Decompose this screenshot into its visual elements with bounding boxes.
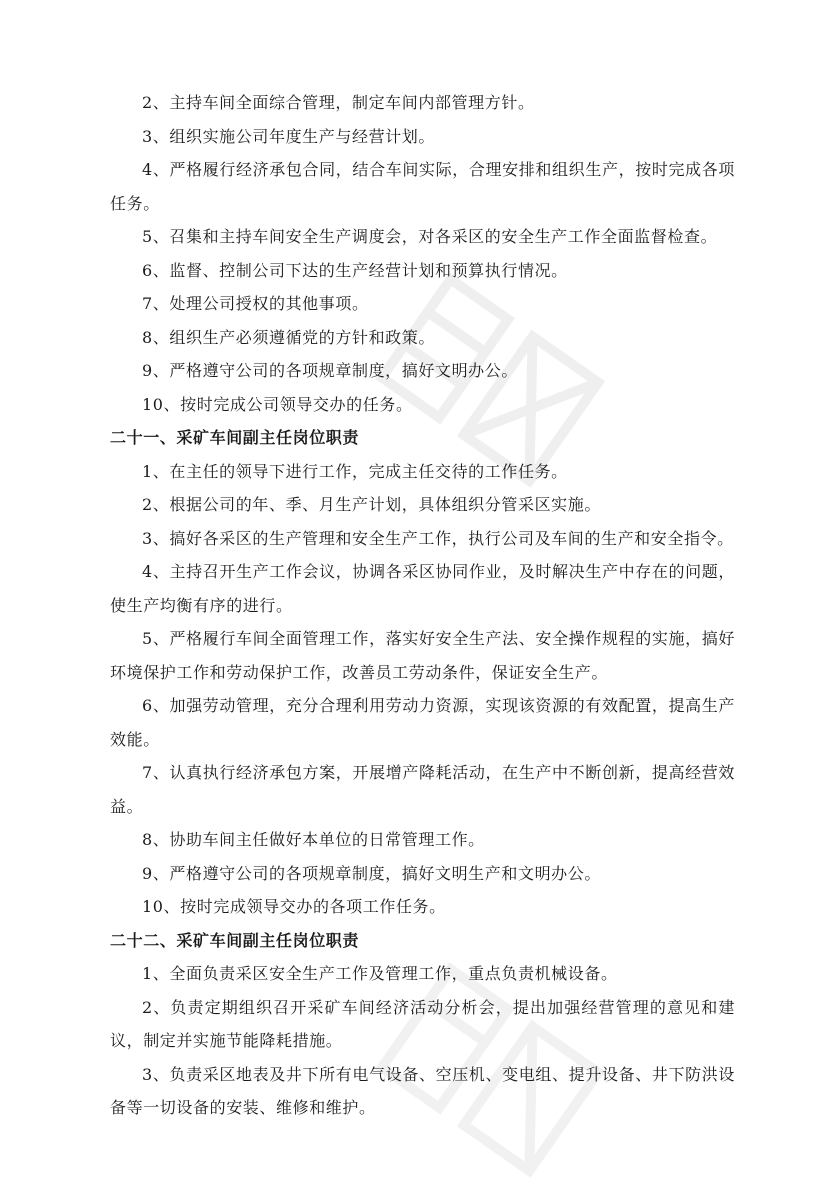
duty-item: 2、主持车间全面综合管理，制定车间内部管理方针。 xyxy=(142,93,535,112)
duty-item: 4、严格履行经济承包合同，结合车间实际，合理安排和组织生产，按时完成各项任务。 xyxy=(110,160,735,213)
section-heading: 二十一、采矿车间副主任岗位职责 xyxy=(110,428,360,447)
duty-item: 1、全面负责采区安全生产工作及管理工作，重点负责机械设备。 xyxy=(142,964,618,983)
duty-item: 9、严格遵守公司的各项规章制度，搞好文明办公。 xyxy=(142,361,518,380)
duty-item: 3、组织实施公司年度生产与经营计划。 xyxy=(142,126,435,146)
duty-item: 10、按时完成公司领导交办的任务。 xyxy=(142,394,413,414)
duty-item: 6、监督、控制公司下达的生产经营计划和预算执行情况。 xyxy=(142,260,568,280)
duty-item: 1、在主任的领导下进行工作，完成主任交待的工作任务。 xyxy=(142,461,568,481)
duty-item: 3、负责采区地表及井下所有电气设备、空压机、变电组、提升设备、井下防洪设备等一切设备的安装、维修和维护。 xyxy=(110,1064,735,1117)
duty-item: 8、协助车间主任做好本单位的日常管理工作。 xyxy=(142,830,485,849)
duty-item: 9、严格遵守公司的各项规章制度，搞好文明生产和文明办公。 xyxy=(142,863,601,883)
duty-item: 3、搞好各采区的生产管理和安全生产工作，执行公司及车间的生产和安全指令。 xyxy=(142,528,734,548)
document-body xyxy=(110,86,735,1125)
duty-item: 10、按时完成领导交办的各项工作任务。 xyxy=(142,897,446,916)
section-heading: 二十二、采矿车间副主任岗位职责 xyxy=(110,930,360,950)
duty-item: 5、召集和主持车间安全生产调度会，对各采区的安全生产工作全面监督检查。 xyxy=(142,227,718,246)
duty-item: 4、主持召开生产工作会议，协调各采区协同作业，及时解决生产中存在的问题，使生产均衡有序的进行。 xyxy=(110,562,735,615)
duty-item: 2、负责定期组织召开采矿车间经济活动分析会，提出加强经营管理的意见和建议，制定并实施节能降耗措施。 xyxy=(110,997,735,1050)
duty-item: 7、处理公司授权的其他事项。 xyxy=(142,294,369,313)
duty-item: 6、加强劳动管理，充分合理利用劳动力资源，实现该资源的有效配置，提高生产效能。 xyxy=(110,696,735,749)
duty-item: 8、组织生产必须遵循党的方针和政策。 xyxy=(142,327,435,347)
duty-item: 7、认真执行经济承包方案，开展增产降耗活动，在生产中不断创新，提高经营效益。 xyxy=(110,763,735,816)
duty-item: 5、严格履行车间全面管理工作，落实好安全生产法、安全操作规程的实施，搞好环境保护工作和劳动保护工作，改善员工劳动条件，保证安全生产。 xyxy=(110,629,735,682)
duty-item: 2、根据公司的年、季、月生产计划，具体组织分管采区实施。 xyxy=(142,495,601,514)
